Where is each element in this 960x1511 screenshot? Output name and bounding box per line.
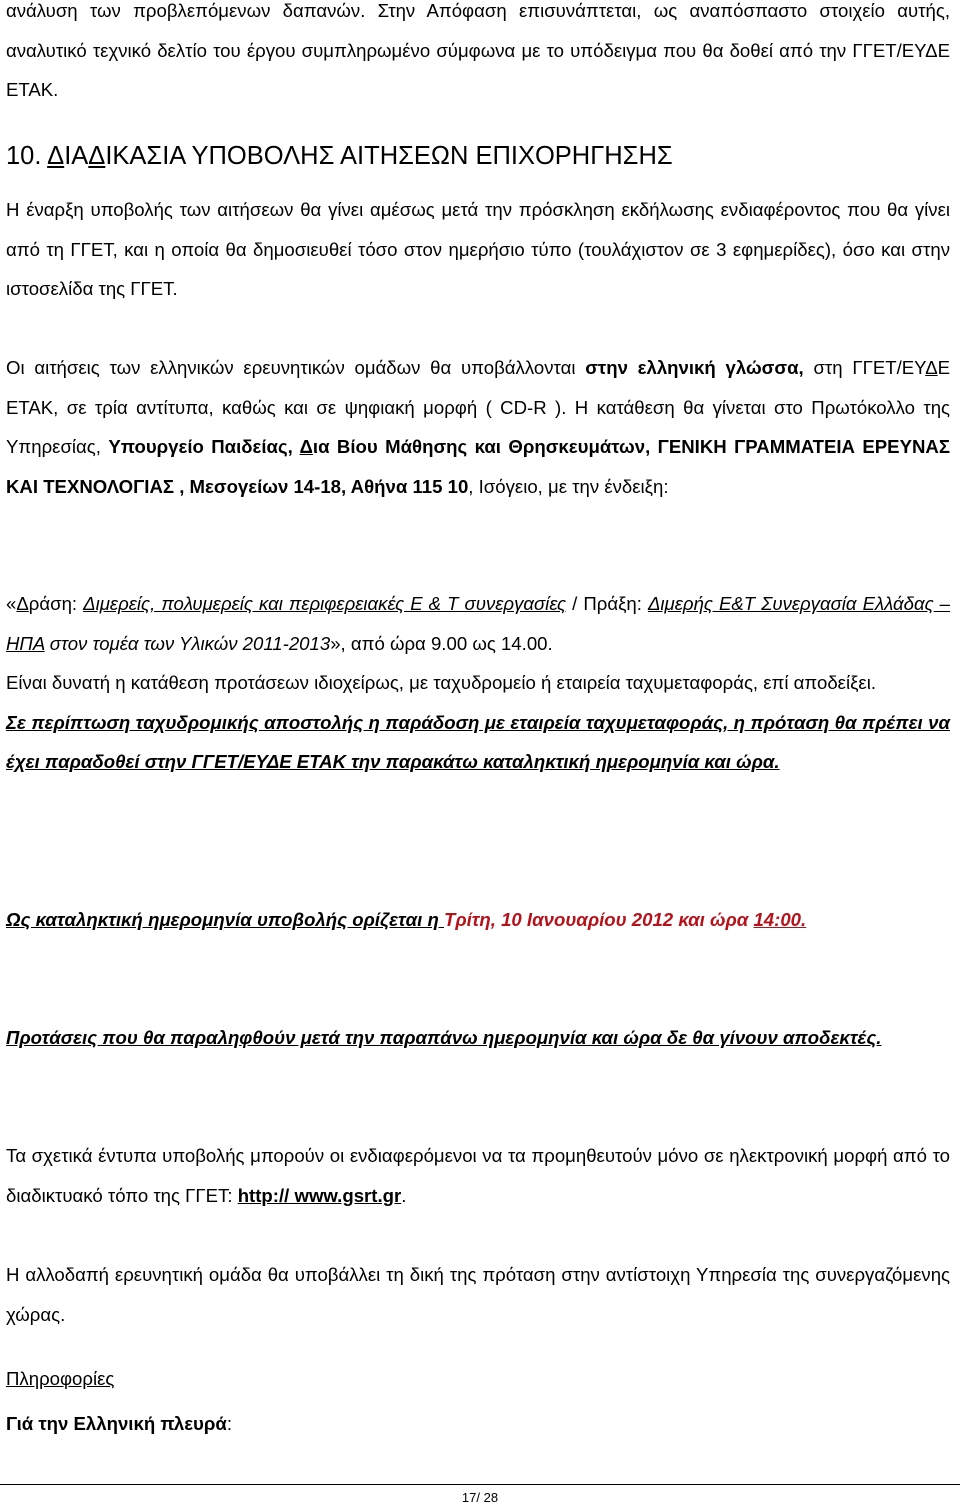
deadline-date: Τρίτη, 10 Ιανουαρίου 2012 [444, 909, 674, 930]
underlined-letter: Δ [299, 436, 313, 457]
deadline-mid: και ώρα [673, 909, 754, 930]
deadline-time: 14:00. [753, 909, 807, 930]
project-scope: στον τομέα των Υλικών 2011-2013 [44, 632, 331, 654]
heading-rest: ΙΚΑΣΙΑ ΥΠΟΒΟΛΗΣ ΑΙΤΗΣΕΩΝ ΕΠΙΧΟΡΗΓΗΣΗΣ [105, 142, 673, 170]
greek-side-label: Γιά την Ελληνική πλευρά [6, 1413, 227, 1434]
action-name: Διμερείς, πολυμερείς και περιφερειακές Ε & Τ συνεργασίες [83, 593, 567, 614]
quote-mark: « [6, 593, 17, 614]
action-label: ράση: [28, 593, 84, 614]
section-number: 10. [6, 142, 48, 170]
paragraph-text: Ε ΕΤΑΚ, σε τρία αντίτυπα, καθώς και σε ψηφιακή μορφή ( CD-R ). Η κατάθεση θα γίνεται στο Πρωτόκολλο της Υπηρεσίας, [6, 357, 951, 457]
late-submissions-paragraph [6, 1018, 950, 1058]
info-heading [6, 1359, 950, 1399]
heading-letter: Δ [88, 142, 106, 170]
underlined-letter: Δ [16, 593, 29, 614]
section-heading [6, 136, 673, 176]
underlined-letter: Δ [925, 357, 938, 378]
deadline-paragraph [6, 900, 950, 940]
paragraph-text: Οι αιτήσεις των ελληνικών ερευνητικών ομάδων θα υποβάλλονται [6, 357, 586, 378]
late-text: Προτάσεις που θα παραληφθούν μετά την παραπάνω ημερομηνία και ώρα δε θα γίνουν αποδεκτές. [6, 1027, 882, 1048]
foreign-team-paragraph [6, 1255, 950, 1334]
gsrt-website-link[interactable]: http:// www.gsrt.gr [237, 1184, 402, 1206]
page-number: 17/ 28 [461, 1490, 499, 1505]
hours-text: », από ώρα 9.00 ως 14.00. [330, 632, 553, 654]
paragraph-text: Η αλλοδαπή ερευνητική ομάδα θα υποβάλλει τη δική της πρόταση στην αντίστοιχη Υπηρεσία της συνεργαζόμενης χώρας. [6, 1264, 950, 1325]
language-emphasis: στην ελληνική γλώσσα, [585, 357, 804, 378]
heading-part: ΙΑ [64, 142, 89, 170]
marking-paragraph [6, 584, 950, 782]
intro-paragraph [6, 0, 950, 110]
paragraph-text: Η έναρξη υποβολής των αιτήσεων θα γίνει αμέσως μετά την πρόσκληση εκδήλωσης ενδιαφέροντος που θα γίνει από τη ΓΓΕΤ, και η οποία θα δημοσιευθεί τόσο στον ημερήσιο τύπο (τουλάχιστον σε 3 εφημερίδες), όσο και στην ιστοσελίδα της ΓΓΕΤ. [6, 199, 950, 299]
paragraph-text: στη ΓΓΕΤ/ΕΥ [803, 357, 926, 378]
deadline-label: Ως καταληκτική ημερομηνία υποβολής ορίζεται η [6, 909, 444, 930]
delivery-methods-text: Είναι δυνατή η κατάθεση προτάσεων ιδιοχείρως, με ταχυδρομείο ή εταιρεία ταχυμεταφοράς, επί αποδείξει. [6, 672, 877, 693]
heading-letter: Δ [47, 142, 65, 170]
submission-start-paragraph [6, 190, 950, 309]
separator-text: / Πράξη: [566, 593, 648, 614]
paragraph-text: Τα σχετικά έντυπα υποβολής μπορούν οι ενδιαφερόμενοι να τα προμηθευτούν μόνο σε ηλεκτρονική μορφή από το διαδικτυακό τόπο της ΓΓΕΤ: [6, 1145, 950, 1206]
submission-place-paragraph [6, 348, 950, 506]
ministry-address: ια Βίου Μάθησης και Θρησκευμάτων, ΓΕΝΙΚΗ ΓΡΑΜΜΑΤΕΙΑ ΕΡΕΥΝΑΣ ΚΑΙ ΤΕΧΝΟΛΟΓΙΑΣ , Μεσογείων 14-18, Αθήνα 115 10 [6, 436, 950, 497]
paragraph-text: . [401, 1184, 407, 1206]
footer-divider [0, 1484, 960, 1485]
info-label: Πληροφορίες [6, 1368, 115, 1389]
forms-paragraph [6, 1136, 950, 1215]
intro-text: ανάλυση των προβλεπόμενων δαπανών. Στην Απόφαση επισυνάπτεται, ως αναπόσπαστο στοιχείο αυτής, αναλυτικό τεχνικό δελτίο του έργου συμπληρωμένο σύμφωνα με το υπόδειγμα που θα δοθεί από την ΓΓΕΤ/ΕΥΔΕ ΕΤΑΚ. [6, 0, 950, 100]
paragraph-text: , Ισόγειο, με την ένδειξη: [468, 475, 669, 497]
project-name: Διμερής Ε&Τ Συνεργασία Ελλάδας – ΗΠΑ [6, 593, 950, 654]
ministry-name: Υπουργείο Παιδείας, [108, 436, 300, 457]
courier-note: Σε περίπτωση ταχυδρομικής αποστολής η παράδοση με εταιρεία ταχυμεταφοράς, η πρόταση θα πρέπει να έχει παραδοθεί στην ΓΓΕΤ/ΕΥΔΕ ΕΤΑΚ την παρακάτω καταληκτική ημερομηνία και ώρα. [6, 711, 950, 772]
greek-side-heading [6, 1404, 950, 1444]
colon: : [226, 1413, 232, 1434]
